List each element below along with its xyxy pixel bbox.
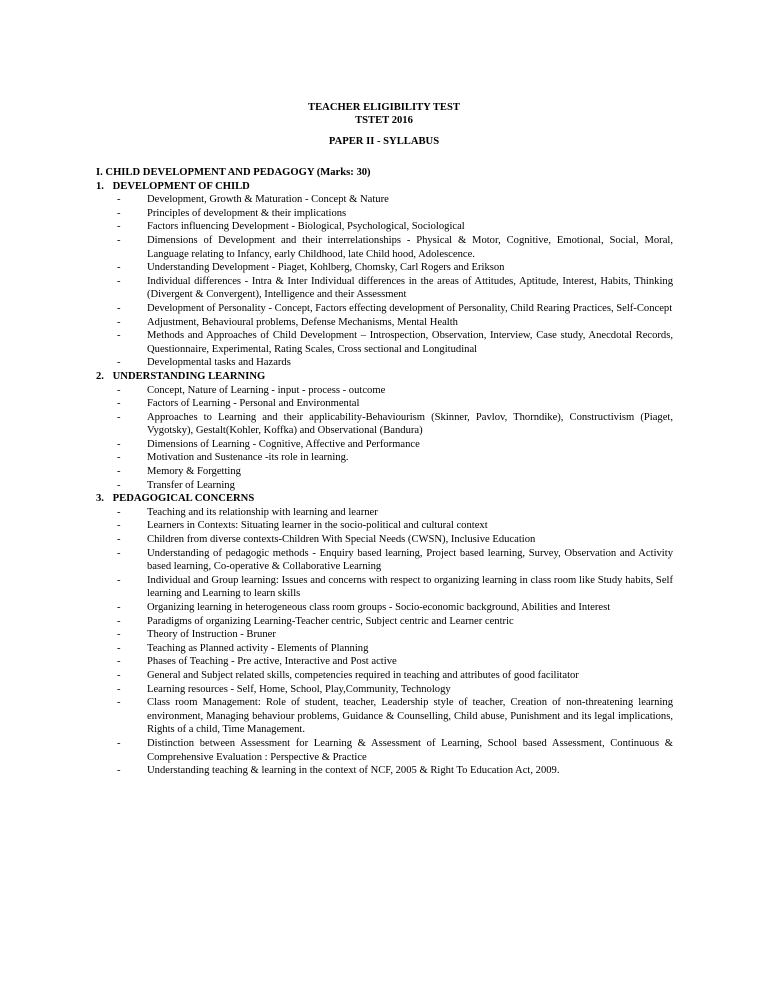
- list-item-text: General and Subject related skills, competencies required in teaching and attributes of good facilitator: [147, 669, 579, 681]
- doc-subtitle: PAPER II - SYLLABUS: [328, 136, 440, 147]
- list-item-text: Development, Growth & Maturation - Concept & Nature: [147, 194, 389, 206]
- list-item-text: Adjustment, Behavioural problems, Defense Mechanisms, Mental Health: [147, 316, 458, 328]
- bullet-dash: -: [117, 466, 121, 478]
- topic-number: 1.: [96, 180, 104, 192]
- list-item: [96, 547, 673, 574]
- bullet-dash: -: [117, 275, 121, 287]
- list-item: [96, 506, 673, 520]
- bullet-dash: -: [117, 357, 121, 369]
- list-item-text: Principles of development & their implications: [147, 207, 347, 219]
- list-item: [96, 601, 673, 615]
- list-item: [96, 574, 673, 601]
- list-item: [96, 615, 673, 629]
- bullet-dash: -: [117, 547, 121, 559]
- doc-title-line1: TEACHER ELIGIBILITY TEST: [308, 102, 460, 113]
- list-item: [96, 465, 673, 479]
- list-item: [96, 261, 673, 275]
- list-item: [96, 397, 673, 411]
- bullet-dash: -: [117, 330, 121, 342]
- list-item-text: Class room Management: Role of student, teacher, Leadership style of teacher, Creation of non-threatening learning environment, Managing behaviour problems, Guidance & Counselling, Child abuse, Punishment and its legal implications, Rights of a child, Time Management.: [147, 697, 673, 736]
- list-item: [96, 275, 673, 302]
- list-item-text: Development of Personality - Concept, Factors effecting development of Personality, Child Rearing Practices, Self-Concept: [147, 302, 673, 314]
- topic-title: DEVELOPMENT OF CHILD: [112, 180, 250, 192]
- list-item-text: Children from diverse contexts-Children With Special Needs (CWSN), Inclusive Education: [147, 534, 536, 546]
- list-item: [96, 356, 673, 370]
- list-item-text: Dimensions of Development and their interrelationships - Physical & Motor, Cognitive, Emotional, Social, Moral, Language relating to Infancy, early Childhood, late Child hood, Adolescence.: [147, 234, 673, 260]
- bullet-dash: -: [117, 411, 121, 423]
- bullet-dash: -: [117, 302, 121, 314]
- list-item: [96, 220, 673, 234]
- bullet-dash: -: [117, 574, 121, 586]
- list-item: [96, 683, 673, 697]
- list-item-text: Methods and Approaches of Child Development – Introspection, Observation, Interview, Case study, Anecdotal Records, Questionnaire, Experimental, Rating Scales, Cross sectional and Longitudinal: [147, 330, 673, 355]
- list-item: [96, 519, 673, 533]
- syllabus-content: [96, 166, 673, 778]
- section-title: I. CHILD DEVELOPMENT AND PEDAGOGY (Marks: 30): [96, 167, 371, 178]
- bullet-dash: -: [117, 207, 121, 219]
- bullet-dash: -: [117, 642, 121, 654]
- list-item-text: Distinction between Assessment for Learning & Assessment of Learning, School based Assessment, Continuous & Comprehensive Evaluation : Perspective & Practice: [147, 737, 673, 763]
- bullet-dash: -: [117, 316, 121, 328]
- topic-number: 3.: [96, 493, 104, 505]
- bullet-dash: -: [117, 737, 121, 749]
- bullet-dash: -: [117, 479, 121, 491]
- bullet-dash: -: [117, 602, 121, 613]
- list-item-text: Developmental tasks and Hazards: [147, 357, 291, 369]
- bullet-dash: -: [117, 629, 121, 641]
- list-item: [96, 533, 673, 547]
- bullet-dash: -: [117, 384, 121, 396]
- list-item-text: Factors of Learning - Personal and Environmental: [147, 398, 360, 410]
- list-item: [96, 737, 673, 764]
- bullet-dash: -: [117, 506, 121, 518]
- bullet-dash: -: [117, 669, 121, 681]
- topic-heading: [96, 180, 673, 194]
- list-item: [96, 451, 673, 465]
- list-item: [96, 655, 673, 669]
- topic-heading: [96, 492, 673, 506]
- list-item-text: Organizing learning in heterogeneous class room groups - Socio-economic background, Abilities and Interest: [147, 602, 611, 613]
- list-item-text: Motivation and Sustenance -its role in learning.: [147, 452, 349, 464]
- bullet-dash: -: [117, 452, 121, 464]
- list-item-text: Memory & Forgetting: [147, 466, 241, 478]
- topic-title: PEDAGOGICAL CONCERNS: [112, 493, 255, 505]
- list-item: [96, 384, 673, 398]
- list-item: [96, 438, 673, 452]
- list-item-text: Theory of Instruction - Bruner: [147, 629, 276, 641]
- list-item: [96, 479, 673, 493]
- list-item-text: Dimensions of Learning - Cognitive, Affective and Performance: [147, 438, 420, 450]
- topic-item-list: [96, 506, 673, 778]
- list-item-text: Factors influencing Development - Biological, Psychological, Sociological: [147, 221, 465, 233]
- bullet-dash: -: [117, 656, 121, 668]
- list-item: [96, 302, 673, 316]
- list-item-text: Individual and Group learning: Issues and concerns with respect to organizing learning in class room like Study habits, Self learning and Learning to learn skills: [147, 574, 673, 600]
- list-item-text: Concept, Nature of Learning - input - process - outcome: [147, 384, 386, 396]
- list-item-text: Understanding of pedagogic methods - Enquiry based learning, Project based learning, Survey, Observation and Activity based learning, Co-operative & Collaborative Learning: [147, 547, 673, 573]
- bullet-dash: -: [117, 520, 121, 532]
- list-item-text: Learners in Contexts: Situating learner in the socio-political and cultural context: [147, 520, 488, 532]
- bullet-dash: -: [117, 697, 121, 709]
- bullet-dash: -: [117, 534, 121, 546]
- topics-container: [96, 180, 673, 778]
- topic-title: UNDERSTANDING LEARNING: [112, 370, 266, 382]
- list-item-text: Understanding Development - Piaget, Kohlberg, Chomsky, Carl Rogers and Erikson: [147, 262, 505, 274]
- bullet-dash: -: [117, 262, 121, 274]
- bullet-dash: -: [117, 194, 121, 206]
- topic-item-list: [96, 384, 673, 493]
- bullet-dash: -: [117, 234, 121, 246]
- list-item: [96, 628, 673, 642]
- list-item-text: Transfer of Learning: [147, 479, 235, 491]
- bullet-dash: -: [117, 765, 121, 777]
- topic-heading: [96, 370, 673, 384]
- list-item: [96, 193, 673, 207]
- list-item-text: Paradigms of organizing Learning-Teacher centric, Subject centric and Learner centric: [147, 615, 514, 627]
- list-item: [96, 234, 673, 261]
- list-item-text: Approaches to Learning and their applicability-Behaviourism (Skinner, Pavlov, Thorndike), Constructivism (Piaget, Vygotsky), Gestalt(Kohler, Koffka) and Observational (Bandura): [147, 411, 673, 437]
- topic-item-list: [96, 193, 673, 370]
- bullet-dash: -: [117, 683, 121, 695]
- list-item: [96, 696, 673, 737]
- bullet-dash: -: [117, 398, 121, 410]
- topic-number: 2.: [96, 370, 104, 382]
- list-item: [96, 329, 673, 356]
- doc-title-line2: TSTET 2016: [355, 115, 413, 126]
- list-item-text: Teaching as Planned activity - Elements of Planning: [147, 642, 369, 654]
- bullet-dash: -: [117, 221, 121, 233]
- list-item: [96, 316, 673, 330]
- list-item: [96, 669, 673, 683]
- bullet-dash: -: [117, 615, 121, 627]
- list-item: [96, 207, 673, 221]
- list-item-text: Phases of Teaching - Pre active, Interactive and Post active: [147, 656, 397, 668]
- list-item: [96, 642, 673, 656]
- bullet-dash: -: [117, 438, 121, 450]
- list-item: [96, 411, 673, 438]
- list-item-text: Teaching and its relationship with learning and learner: [147, 506, 378, 518]
- list-item-text: Individual differences - Intra & Inter Individual differences in the areas of Attitudes, Aptitude, Interest, Habits, Thinking (Divergent & Convergent), Intelligence and their Assessment: [147, 275, 673, 301]
- list-item: [96, 764, 673, 778]
- list-item-text: Understanding teaching & learning in the context of NCF, 2005 & Right To Education Act, 2009.: [147, 765, 560, 777]
- list-item-text: Learning resources - Self, Home, School, Play,Community, Technology: [147, 683, 451, 695]
